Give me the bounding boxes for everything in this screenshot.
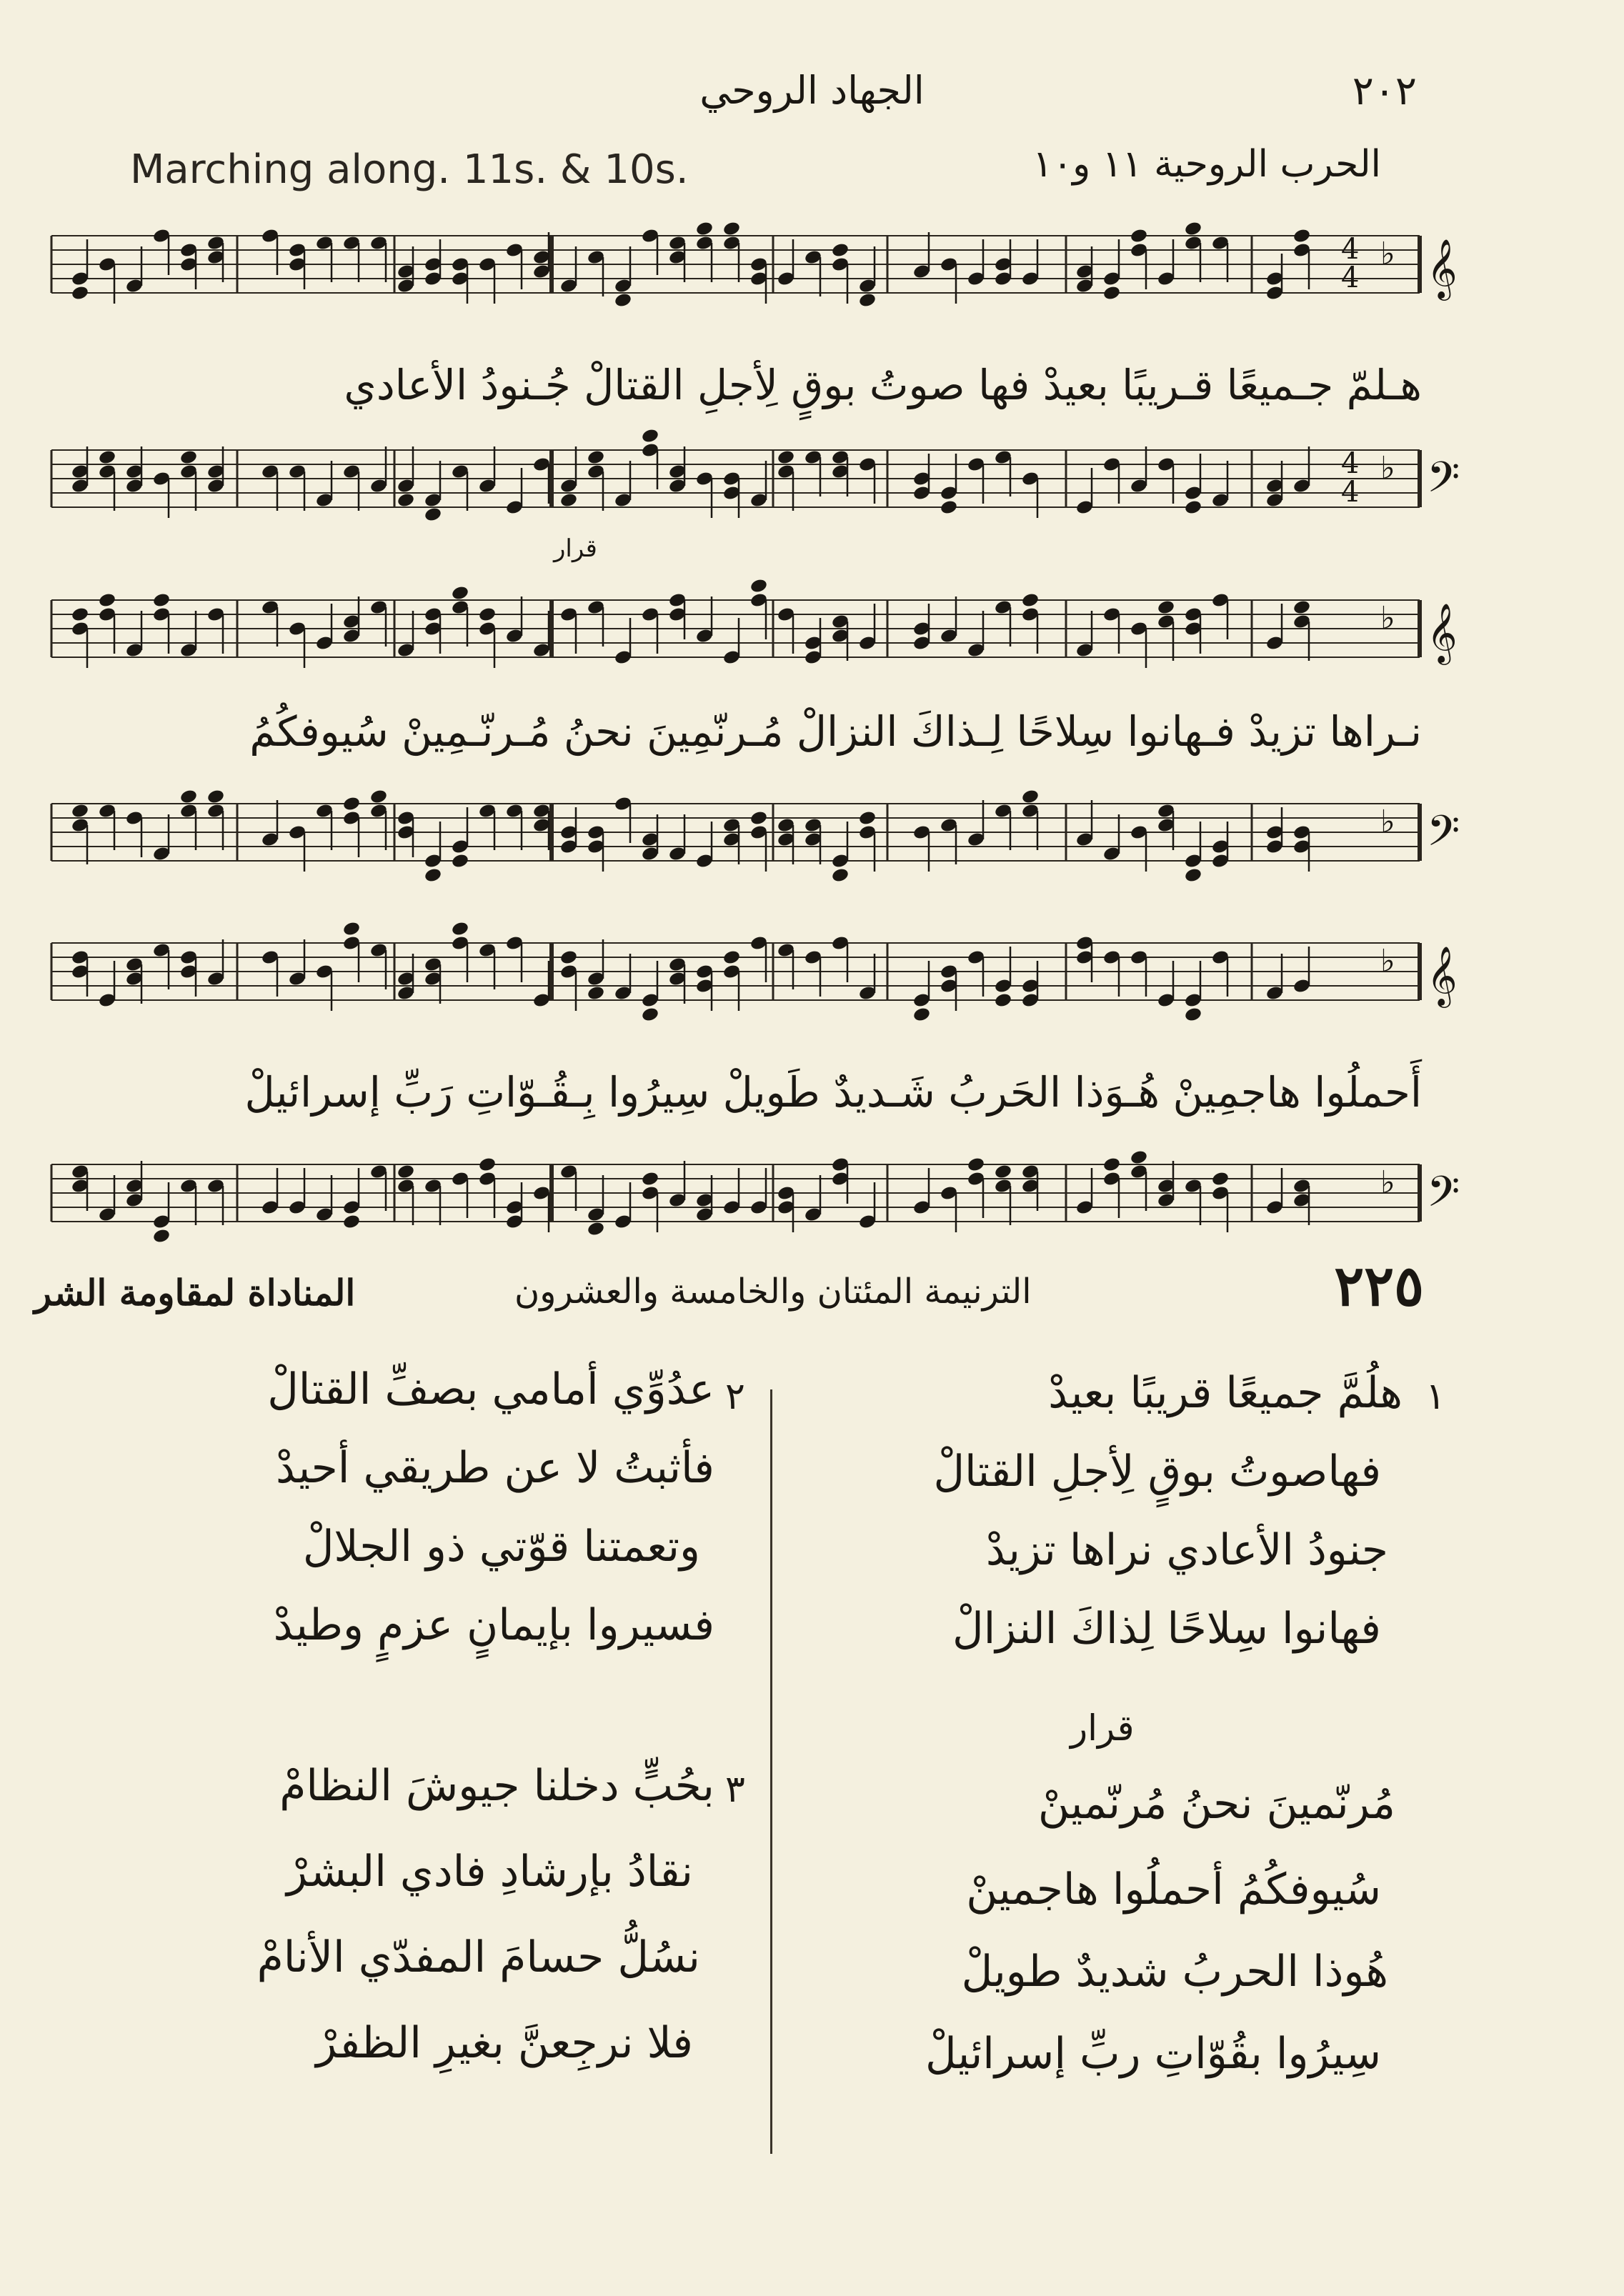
chorus-line-1: مُرنّمينَ نحنُ مُرنّمينْ [1037,1779,1395,1829]
bass-clef-icon: 𝄢 [1427,1167,1460,1227]
note-head [179,789,198,805]
note-head [98,449,116,466]
note-head [1021,592,1040,609]
bass-clef-icon: 𝄢 [1427,806,1460,866]
verse-number: ٣ [725,1768,745,1811]
column-divider [770,1389,772,2154]
note-head [397,492,415,509]
time-signature-top: 4 [1341,233,1360,266]
music-lyric-line-1: هـلمّ جـميعًا قـريبًا بعيدْ فها صوتُ بوقٍ لِأجلِ القتالْ جُـنودُ الأعادي [344,361,1422,409]
treble-clef-icon: 𝄞 [1427,602,1458,662]
flat-key-signature-icon: ♭ [1380,943,1395,979]
note-head [1130,1149,1148,1166]
verse-1-line-1: هلُمَّ جميعًا قريبًا بعيدْ [1048,1368,1403,1418]
note-head [451,853,469,869]
page-number: ٢٠٢ [1352,68,1417,114]
note-head [342,796,361,812]
note-head [71,607,89,623]
chorus-line-2: سُيوفكُمُ أحملُوا هاجمينْ [966,1865,1381,1915]
note-head [342,1214,361,1230]
treble-clef-icon: 𝄞 [1427,238,1458,298]
note-head [967,1157,985,1173]
verse-2-line-3: وتعمتنا قوّتي ذو الجلالْ [302,1522,700,1572]
time-signature-bottom: 4 [1341,476,1360,509]
note-head [858,292,877,309]
note-head [478,1157,497,1173]
time-signature-top: 4 [1341,447,1360,480]
chorus-line-4: سِيرُوا بقُوّاتِ ربِّ إسرائيلْ [925,2029,1381,2079]
note-head [1184,499,1202,516]
verse-1-line-4: فهانوا سِلاحًا لِذاكَ النزالْ [952,1604,1381,1654]
note-head [1102,285,1121,301]
verse-3-line-4: فلا نرجِعنَّ بغيرِ الظفرْ [316,2018,693,2068]
note-head [777,449,795,466]
note-head [1292,228,1311,244]
verse-number: ٢ [725,1375,745,1418]
note-head [559,492,578,509]
flat-key-signature-icon: ♭ [1380,804,1395,840]
note-head [451,921,469,937]
music-staff-system-1-treble [51,221,1458,314]
note-head [641,1007,659,1023]
note-head [994,1164,1012,1180]
note-head [179,449,198,466]
note-head [587,1221,605,1237]
flat-key-signature-icon: ♭ [1380,1164,1395,1201]
verse-number: ١ [1425,1375,1445,1418]
note-head [722,221,741,237]
note-head [831,242,850,259]
verse-1-line-3: جنودُ الأعادي نراها تزيدْ [985,1525,1388,1575]
note-head [152,592,171,609]
note-head [369,789,388,805]
verse-3-line-2: نقادُ بإرشادِ فادي البشرْ [287,1847,693,1897]
note-head [587,985,605,1002]
note-head [98,592,116,609]
note-head [722,949,741,966]
note-head [858,810,877,827]
note-head [1184,867,1202,884]
note-head [424,506,442,523]
verse-1-line-2: فهاصوتُ بوقٍ لِأجلِ القتالْ [933,1447,1381,1497]
note-head [1102,1157,1121,1173]
note-head [1184,1007,1202,1023]
note-head [587,449,605,466]
note-head [749,578,768,594]
note-head [559,949,578,966]
tune-name-english: Marching along. 11s. & 10s. [130,146,689,193]
note-head [912,1007,931,1023]
flat-key-signature-icon: ♭ [1380,236,1395,272]
note-head [994,992,1012,1009]
hymn-title: الترنيمة المئتان والخامسة والعشرون [514,1272,1032,1312]
chorus-line-3: هُوذا الحربُ شديدٌ طويلْ [961,1947,1388,1997]
music-staff-system-1-bass [51,436,1460,529]
music-staff-system-2-treble [51,586,1458,679]
music-staff-system-3-treble [51,929,1458,1022]
note-head [71,803,89,819]
verse-3-line-1: بحُبٍّ دخلنا جيوشَ النظامْ [279,1761,714,1811]
verse-2-line-1: عدُوِّي أمامي بصفِّ القتالْ [267,1364,714,1414]
note-head [831,867,850,884]
note-head [1211,1171,1230,1187]
flat-key-signature-icon: ♭ [1380,600,1395,637]
hymn-number: ٢٢٥ [1334,1254,1424,1319]
note-head [614,292,632,309]
note-head [397,1164,415,1180]
treble-clef-icon: 𝄞 [1427,945,1458,1005]
verse-3-line-3: نسُلُّ حسامَ المفدّي الأنامْ [256,1932,700,1982]
note-head [1157,599,1175,616]
note-head [152,1228,171,1244]
music-staff-system-3-bass [51,1150,1460,1243]
tune-name-arabic: الحرب الروحية ١١ و١٠ [1032,143,1381,186]
note-head [1184,221,1202,237]
music-lyric-line-2: نـراها تزيدْ فـهانوا سِلاحًا لِـذاكَ النزالْ مُـرنّمِينَ نحنُ مُـرنّـمِينْ سُيوفكُمُ [249,707,1422,756]
chorus-label: قرار [1070,1707,1135,1749]
note-head [641,428,659,444]
bass-clef-icon: 𝄢 [1427,452,1460,512]
running-head-title: الجهاد الروحي [699,68,925,113]
note-head [424,867,442,884]
note-head [695,221,714,237]
note-head [206,789,225,805]
note-head [1130,228,1148,244]
flat-key-signature-icon: ♭ [1380,450,1395,486]
note-head [478,607,497,623]
music-lyric-line-3: أَحملُوا هاجمِينْ هُـوَذا الحَربُ شَـديدٌ طَويلْ سِيرُوا بِـقُـوّاتِ رَبِّ إسرائيلْ [244,1068,1422,1117]
hymn-subtitle: المناداة لمقاومة الشر [34,1272,356,1314]
time-signature-bottom: 4 [1341,261,1360,294]
note-head [451,585,469,602]
note-head [749,810,768,827]
verse-2-line-4: فسيروا بإيمانٍ عزمٍ وطيدْ [273,1600,714,1650]
note-head [342,921,361,937]
note-head [1021,789,1040,805]
note-head [940,499,958,516]
music-staff-system-2-bass [51,789,1460,882]
note-head [1292,599,1311,616]
music-chorus-mark: قرار [554,534,597,563]
note-head [71,285,89,301]
verse-2-line-2: فأثبتُ لا عن طريقي أحيدْ [276,1443,714,1493]
note-head [641,1171,659,1187]
